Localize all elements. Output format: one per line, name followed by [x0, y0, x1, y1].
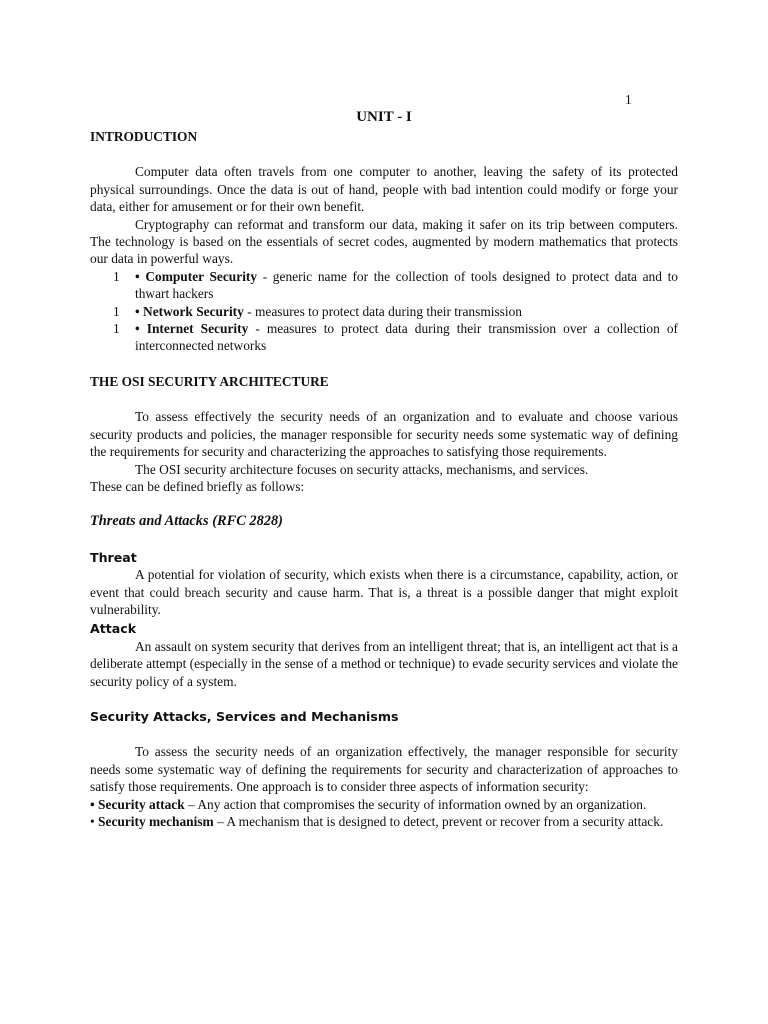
osi-paragraph-1: To assess effectively the security needs of an organization and to evaluate and choose various security products and policies, the manager responsible for security needs some systematic way of defining the requirements for security and characterizing the approaches to satisfying those requirements. — [90, 409, 678, 460]
security-types-list — [90, 268, 678, 355]
list-item-text — [135, 303, 678, 320]
security-attack-item — [90, 796, 678, 813]
list-marker: 1 — [113, 268, 120, 284]
list-item — [90, 303, 678, 320]
security-mechanism-description: – A mechanism that is designed to detect, prevent or recover from a security attack. — [213, 814, 664, 829]
list-bullet: • — [90, 796, 99, 812]
list-bullet: • — [135, 303, 144, 319]
list-marker: 1 — [113, 303, 120, 319]
document-page — [90, 88, 678, 830]
introduction-paragraph-2: Cryptography can reformat and transform our data, making it safer on its trip between computers. The technology is based on the essentials of secret codes, augmented by modern mathematics that protects our data in powerful ways. — [90, 216, 678, 267]
list-term: Internet Security — [146, 321, 249, 337]
osi-paragraph-2: The OSI security architecture focuses on security attacks, mechanisms, and services. — [135, 461, 589, 477]
security-attack-term: Security attack — [98, 796, 185, 812]
list-item — [90, 268, 678, 303]
security-attack-description: – Any action that compromises the security of information owned by an organization. — [184, 796, 647, 812]
sasm-paragraph-1: To assess the security needs of an organization effectively, the manager responsible for security needs some systematic way of defining the requirements for security and characterization of approaches to satisfy those requirements. One approach is to consider three aspects of information security: — [90, 744, 678, 795]
introduction-heading: INTRODUCTION — [90, 129, 198, 144]
sasm-heading: Security Attacks, Services and Mechanisms — [90, 708, 399, 724]
list-description: - generic name for the collection of tools designed to protect data and to thwart hackers — [135, 268, 678, 302]
threats-attacks-heading: Threats and Attacks (RFC 2828) — [90, 513, 283, 530]
list-term: Computer Security — [145, 268, 258, 284]
list-description: - measures to protect data during their transmission — [243, 303, 522, 319]
osi-heading: THE OSI SECURITY ARCHITECTURE — [90, 373, 329, 389]
list-bullet: • — [135, 268, 146, 284]
threat-heading: Threat — [90, 549, 137, 565]
threat-paragraph: A potential for violation of security, which exists when there is a circumstance, capability, action, or event that could breach security and cause harm. That is, a threat is a possible danger that might exploit vulnerability. — [90, 567, 678, 617]
unit-title: UNIT - I — [356, 109, 412, 125]
list-term: Network Security — [143, 303, 244, 319]
list-bullet: • — [135, 321, 147, 337]
page-number: 1 — [625, 92, 632, 107]
list-bullet: • — [90, 814, 99, 829]
security-mechanism-item — [90, 813, 678, 830]
security-mechanism-term: Security mechanism — [98, 814, 214, 829]
list-description: - measures to protect data during their transmission over a collection of interconnected networks — [135, 321, 678, 354]
list-item-text — [135, 268, 678, 303]
osi-line-3: These can be defined briefly as follows: — [90, 478, 305, 494]
list-marker: 1 — [113, 321, 120, 337]
list-item — [90, 320, 678, 355]
attack-paragraph: An assault on system security that derives from an intelligent threat; that is, an intelligent act that is a deliberate attempt (especially in the sense of a method or technique) to evade security services and violate the security policy of a system. — [90, 638, 678, 689]
attack-heading: Attack — [90, 621, 137, 637]
introduction-paragraph-1: Computer data often travels from one computer to another, leaving the safety of its protected physical surroundings. Once the data is out of hand, people with bad intention could modify or forge your data, either for amusement or for their own benefit. — [90, 164, 678, 215]
list-item-text — [135, 320, 678, 355]
